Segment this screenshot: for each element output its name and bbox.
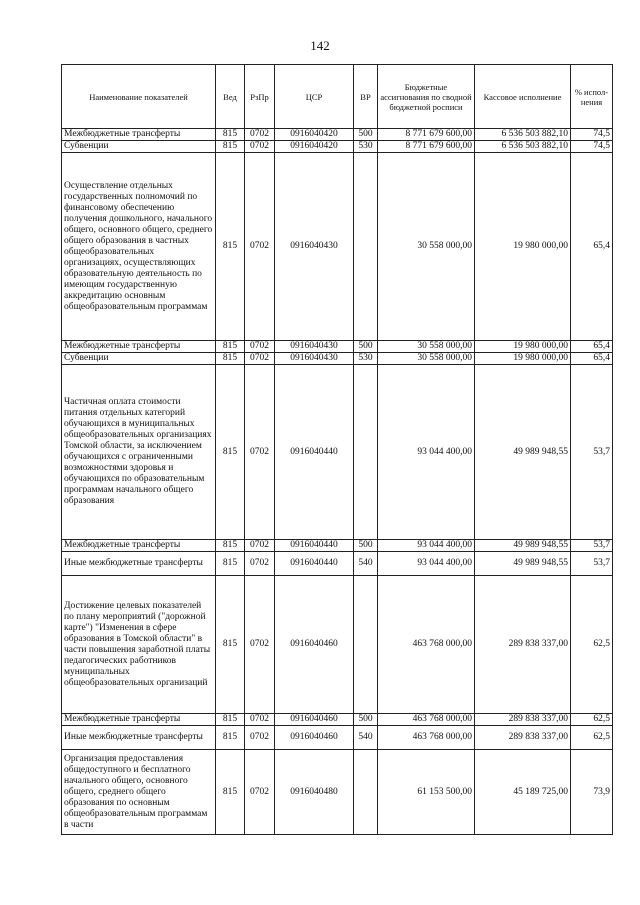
row-budget: 93 044 400,00 <box>378 552 475 576</box>
row-pct: 73,9 <box>571 750 613 835</box>
row-cash: 19 980 000,00 <box>475 153 571 341</box>
row-cash: 289 838 337,00 <box>475 576 571 714</box>
table-row <box>62 750 613 835</box>
row-name: Субвенции <box>62 353 216 365</box>
row-ved: 815 <box>216 141 245 153</box>
row-pct: 62,5 <box>571 714 613 726</box>
row-vr: 500 <box>354 129 378 141</box>
row-cash: 49 989 948,55 <box>475 365 571 540</box>
row-rzpr: 0702 <box>245 129 275 141</box>
row-cash: 6 536 503 882,10 <box>475 129 571 141</box>
row-pct: 74,5 <box>571 141 613 153</box>
row-vr: 540 <box>354 552 378 576</box>
row-ved: 815 <box>216 750 245 835</box>
row-vr: 500 <box>354 714 378 726</box>
row-rzpr: 0702 <box>245 353 275 365</box>
row-pct: 65,4 <box>571 353 613 365</box>
row-csr: 0916040460 <box>275 726 354 750</box>
row-csr: 0916040420 <box>275 141 354 153</box>
row-budget: 30 558 000,00 <box>378 153 475 341</box>
table-row <box>62 576 613 714</box>
row-cash: 19 980 000,00 <box>475 341 571 353</box>
row-name: Межбюджетные трансферты <box>62 341 216 353</box>
row-pct: 62,5 <box>571 576 613 714</box>
table-row <box>62 365 613 540</box>
row-ved: 815 <box>216 153 245 341</box>
row-vr: 540 <box>354 726 378 750</box>
row-vr <box>354 153 378 341</box>
row-cash: 19 980 000,00 <box>475 353 571 365</box>
row-vr <box>354 750 378 835</box>
row-pct: 53,7 <box>571 552 613 576</box>
table-row <box>62 726 613 750</box>
row-rzpr: 0702 <box>245 750 275 835</box>
row-budget: 8 771 679 600,00 <box>378 141 475 153</box>
row-name: Достижение целевых показателей по плану мероприятий ("дорожной карте") "Изменения в сфере образования в Томской области" в части повышения заработной платы педагогических работников муниципальных общеобразовательных организаций <box>62 576 216 714</box>
row-name: Иные межбюджетные трансферты <box>62 552 216 576</box>
row-name: Межбюджетные трансферты <box>62 714 216 726</box>
row-budget: 93 044 400,00 <box>378 365 475 540</box>
row-budget: 8 771 679 600,00 <box>378 129 475 141</box>
row-vr: 530 <box>354 353 378 365</box>
row-csr: 0916040440 <box>275 540 354 552</box>
row-budget: 93 044 400,00 <box>378 540 475 552</box>
row-budget: 463 768 000,00 <box>378 576 475 714</box>
row-rzpr: 0702 <box>245 552 275 576</box>
row-name: Частичная оплата стоимости питания отдельных категорий обучающихся в муниципальных общеобразовательных организациях Томской области, за исключением обучающихся с ограниченными возможностями здоровья и обучающихся по образовательным программам начального общего образования <box>62 365 216 540</box>
row-budget: 30 558 000,00 <box>378 341 475 353</box>
row-name: Организация предоставления общедоступного и бесплатного начального общего, основного общего, среднего общего образования по основным общеобразовательным программам в части <box>62 750 216 835</box>
header-ved: Вед <box>216 65 245 129</box>
row-cash: 6 536 503 882,10 <box>475 141 571 153</box>
row-pct: 74,5 <box>571 129 613 141</box>
row-rzpr: 0702 <box>245 576 275 714</box>
row-ved: 815 <box>216 576 245 714</box>
table-row <box>62 714 613 726</box>
row-vr <box>354 365 378 540</box>
row-budget: 61 153 500,00 <box>378 750 475 835</box>
row-csr: 0916040420 <box>275 129 354 141</box>
row-pct: 65,4 <box>571 153 613 341</box>
row-csr: 0916040430 <box>275 153 354 341</box>
budget-execution-table <box>61 64 613 835</box>
row-cash: 45 189 725,00 <box>475 750 571 835</box>
page-number: 142 <box>310 38 330 53</box>
row-name: Иные межбюджетные трансферты <box>62 726 216 750</box>
row-ved: 815 <box>216 365 245 540</box>
row-csr: 0916040430 <box>275 353 354 365</box>
row-name: Межбюджетные трансферты <box>62 129 216 141</box>
row-budget: 463 768 000,00 <box>378 726 475 750</box>
row-rzpr: 0702 <box>245 141 275 153</box>
row-ved: 815 <box>216 353 245 365</box>
row-ved: 815 <box>216 341 245 353</box>
row-vr <box>354 576 378 714</box>
row-vr: 530 <box>354 141 378 153</box>
row-ved: 815 <box>216 552 245 576</box>
row-pct: 53,7 <box>571 365 613 540</box>
row-vr: 500 <box>354 540 378 552</box>
row-budget: 463 768 000,00 <box>378 714 475 726</box>
table-row <box>62 129 613 141</box>
header-cash: Кассовое исполнение <box>475 65 571 129</box>
header-pct: % испол- нения <box>571 65 613 129</box>
row-name: Субвенции <box>62 141 216 153</box>
header-row <box>62 65 613 129</box>
row-rzpr: 0702 <box>245 365 275 540</box>
row-rzpr: 0702 <box>245 341 275 353</box>
row-csr: 0916040480 <box>275 750 354 835</box>
row-cash: 289 838 337,00 <box>475 726 571 750</box>
row-pct: 62,5 <box>571 726 613 750</box>
row-vr: 500 <box>354 341 378 353</box>
row-rzpr: 0702 <box>245 540 275 552</box>
row-cash: 49 989 948,55 <box>475 540 571 552</box>
row-cash: 49 989 948,55 <box>475 552 571 576</box>
table-row <box>62 153 613 341</box>
row-ved: 815 <box>216 714 245 726</box>
row-ved: 815 <box>216 726 245 750</box>
table-row <box>62 540 613 552</box>
row-csr: 0916040460 <box>275 714 354 726</box>
table-row <box>62 552 613 576</box>
row-rzpr: 0702 <box>245 726 275 750</box>
header-name: Наименование показателей <box>62 65 216 129</box>
row-cash: 289 838 337,00 <box>475 714 571 726</box>
header-csr: ЦСР <box>275 65 354 129</box>
row-rzpr: 0702 <box>245 153 275 341</box>
row-name: Осуществление отдельных государственных полномочий по финансовому обеспечению получения дошкольного, начального общего, основного общего, среднего общего образования в частных общеобразовательных организациях, осуществляющих образовательную деятельность по имеющим государственную аккредитацию основным общеобразовательным программам <box>62 153 216 341</box>
row-csr: 0916040460 <box>275 576 354 714</box>
row-csr: 0916040430 <box>275 341 354 353</box>
row-csr: 0916040440 <box>275 552 354 576</box>
row-budget: 30 558 000,00 <box>378 353 475 365</box>
header-rzpr: РзПр <box>245 65 275 129</box>
table-row <box>62 141 613 153</box>
row-ved: 815 <box>216 129 245 141</box>
row-name: Межбюджетные трансферты <box>62 540 216 552</box>
header-vr: ВР <box>354 65 378 129</box>
row-pct: 65,4 <box>571 341 613 353</box>
row-rzpr: 0702 <box>245 714 275 726</box>
table-row <box>62 341 613 353</box>
row-csr: 0916040440 <box>275 365 354 540</box>
table-row <box>62 353 613 365</box>
row-pct: 53,7 <box>571 540 613 552</box>
row-ved: 815 <box>216 540 245 552</box>
header-budget: Бюджетные ассигнования по сводной бюджетной росписи <box>378 65 475 129</box>
